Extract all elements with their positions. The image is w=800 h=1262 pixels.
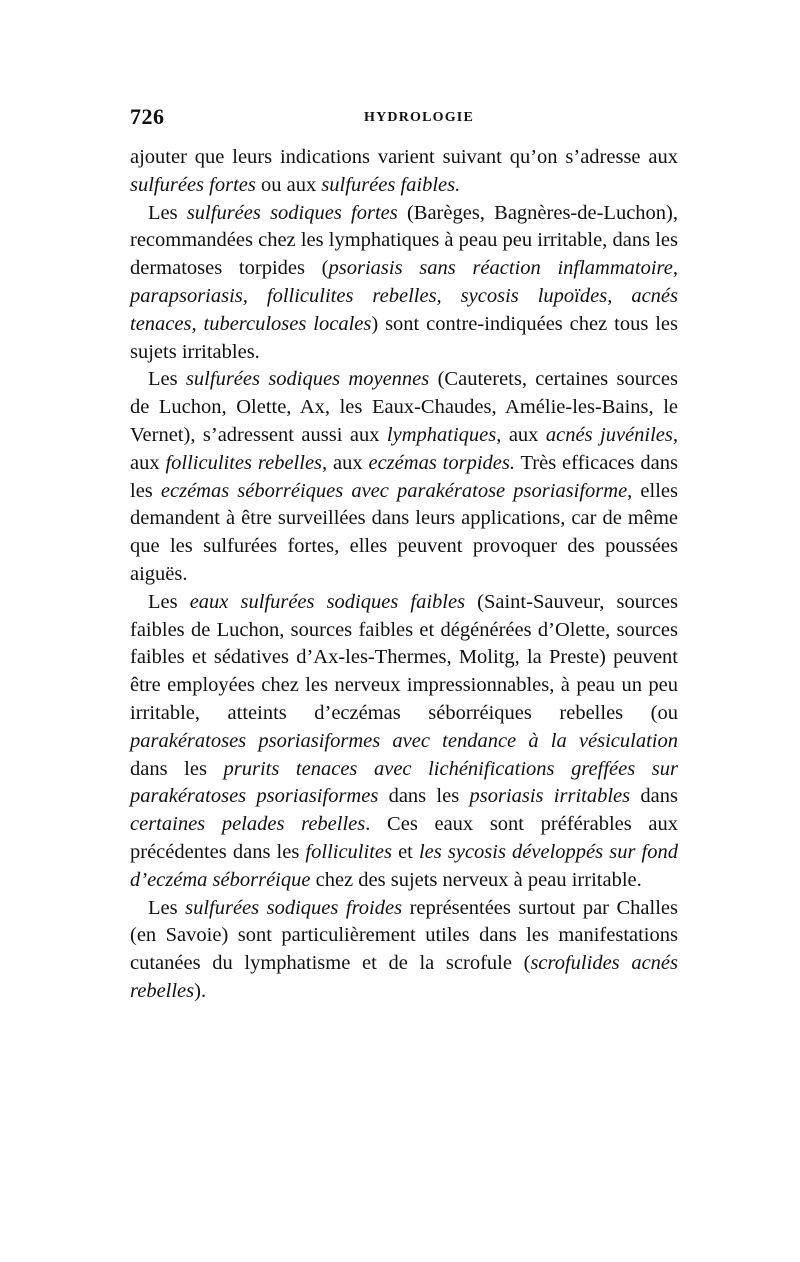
- italic-run: scrofulides acnés rebelles: [130, 952, 678, 1002]
- text-run: ou aux: [255, 173, 322, 196]
- italic-run: psoriasis irritables: [469, 785, 631, 808]
- italic-run: sulfurées sodiques moyennes: [185, 368, 430, 391]
- body-text: [130, 144, 678, 1006]
- text-run: , aux: [496, 423, 546, 446]
- italic-run: lymphatiques: [386, 423, 497, 446]
- italic-run: eaux sulfurées sodiques faibles: [189, 590, 466, 613]
- italic-run: folliculites: [305, 840, 392, 863]
- italic-run: folliculites rebelles: [165, 451, 323, 474]
- italic-run: sulfurées sodiques froides: [185, 896, 403, 919]
- italic-run: sulfurées sodiques fortes: [186, 201, 398, 224]
- italic-run: prurits tenaces avec lichénifications greffées sur parakératoses psoriasiformes: [130, 757, 678, 808]
- text-run: . Ces eaux sont préférables aux précédentes dans les: [130, 813, 678, 863]
- text-run: , aux: [130, 423, 678, 474]
- running-head: [130, 104, 678, 144]
- paragraph: [130, 144, 678, 200]
- italic-run: sulfurées fortes: [130, 173, 256, 196]
- text-run: représentées surtout par Challes (en Savoie) sont particulièrement utiles dans les manifestations cutanées du lymphatisme et de la scrofule (: [130, 896, 678, 975]
- italic-run: les sycosis développés sur fond d’eczéma séborréique: [130, 840, 678, 891]
- text-run: chez des sujets nerveux à peau irritable.: [310, 868, 642, 891]
- paragraph: [130, 895, 678, 1006]
- paragraph: [130, 366, 678, 588]
- text-run: Les: [148, 590, 190, 613]
- italic-run: psoriasis sans réaction inflammatoire, parapsoriasis, folliculites rebelles, sycosis lupoïdes, acnés tenaces, tuberculoses locales: [130, 257, 678, 335]
- italic-run: eczémas torpides.: [368, 451, 515, 474]
- section-title: HYDROLOGIE: [363, 110, 474, 125]
- text-run: dans: [630, 785, 678, 808]
- italic-run: acnés juvéniles: [545, 423, 673, 446]
- text-run: Les: [148, 201, 187, 224]
- text-run: dans les: [378, 785, 470, 808]
- text-run: , elles demandent à être surveillées dans leurs applications, car de même que les sulfurées fortes, elles peuvent provoquer des poussées aiguës.: [130, 479, 678, 585]
- paragraph: [130, 589, 678, 895]
- text-run: Les: [148, 896, 186, 919]
- text-run: , aux: [322, 451, 369, 474]
- italic-run: sulfurées faibles.: [321, 173, 461, 196]
- text-run: ).: [194, 979, 207, 1002]
- text-run: Les: [148, 368, 186, 391]
- text-run: ) sont contre-indiquées chez tous les sujets irritables.: [130, 312, 678, 363]
- text-run: et: [391, 840, 419, 863]
- text-run: (Saint-Sauveur, sources faibles de Luchon, sources faibles et dégénérées d’Olette, sources faibles et sédatives d’Ax-les-Thermes, Molitg, la Preste) peuvent être employées chez les nerveux impressionnables, à peau un peu irritable, atteints d’eczémas séborréiques rebelles (ou: [130, 590, 678, 724]
- italic-run: parakératoses psoriasiformes avec tendance à la vésiculation: [130, 729, 678, 752]
- italic-run: eczémas séborréiques avec parakératose psoriasiforme: [160, 479, 628, 502]
- text-run: Très efficaces dans les: [130, 451, 678, 502]
- text-run: dans les: [130, 757, 224, 780]
- italic-run: certaines pelades rebelles: [130, 813, 366, 836]
- text-run: (Cauterets, certaines sources de Luchon, Olette, Ax, les Eaux-Chaudes, Amélie-les-Bains, le Vernet), s’adressent aussi aux: [130, 368, 678, 446]
- paragraph: [130, 200, 678, 367]
- text-run: ajouter que leurs indications varient suivant qu’on s’adresse aux: [130, 146, 678, 168]
- book-page: [130, 104, 678, 1006]
- text-run: (Barèges, Bagnères-de-Luchon), recommandées chez les lymphatiques à peau peu irritable, dans les dermatoses torpides (: [130, 201, 678, 280]
- page-number: 726: [130, 104, 165, 129]
